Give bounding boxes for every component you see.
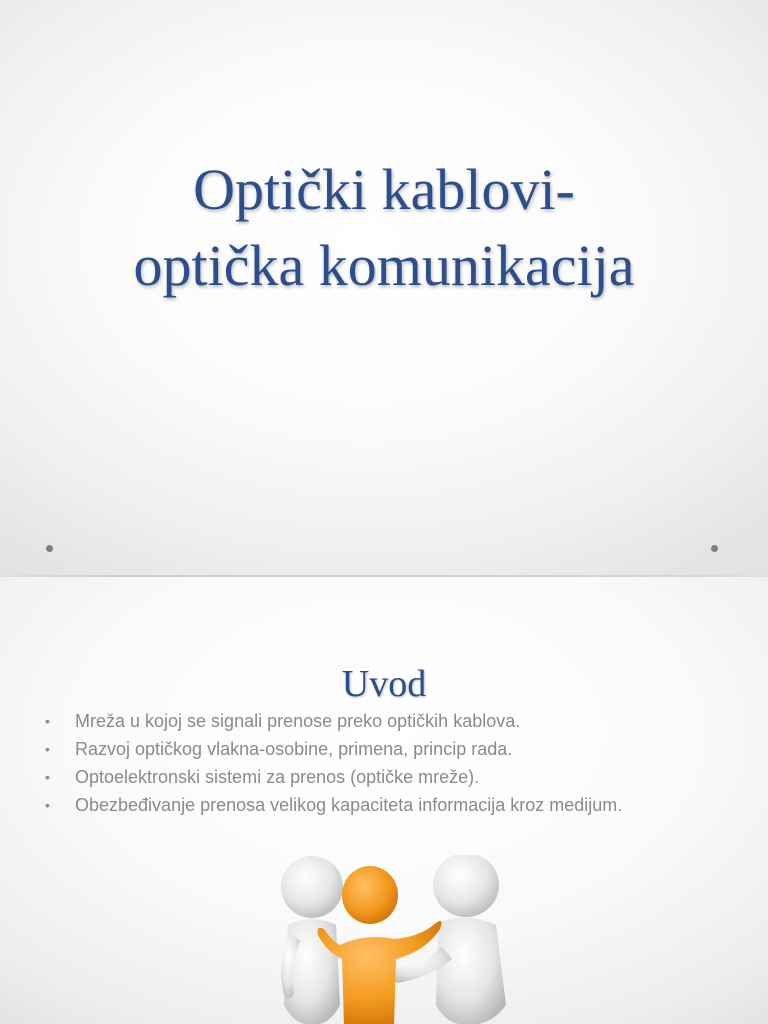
bullet-list <box>45 711 665 823</box>
bullet-dot: • <box>45 769 50 785</box>
bullet-item <box>45 739 665 760</box>
bullet-item <box>45 795 665 816</box>
title-line-2: optička komunikacija <box>133 233 635 298</box>
corner-dot-left <box>46 545 53 552</box>
three-figures-illustration <box>270 855 520 1024</box>
slide-heading: Uvod <box>341 663 427 705</box>
bullet-text: Obezbeđivanje prenosa velikog kapaciteta informacija kroz medijum. <box>75 795 623 815</box>
bullet-dot: • <box>45 713 50 729</box>
bullet-dot: • <box>45 741 50 757</box>
bullet-text: Razvoj optičkog vlakna-osobine, primena, princip rada. <box>75 739 513 759</box>
title-line-1: Optički kablovi- <box>193 157 575 222</box>
bullet-item <box>45 711 665 732</box>
white-figure-left <box>281 856 343 1024</box>
slide-title <box>0 152 768 304</box>
bullet-text: Optoelektronski sistemi za prenos (optičke mreže). <box>75 767 480 787</box>
bullet-item <box>45 767 665 788</box>
bullet-dot: • <box>45 797 50 813</box>
bullet-text: Mreža u kojoj se signali prenose preko optičkih kablova. <box>75 711 521 731</box>
intro-slide <box>0 577 768 1024</box>
corner-dot-right <box>711 545 718 552</box>
